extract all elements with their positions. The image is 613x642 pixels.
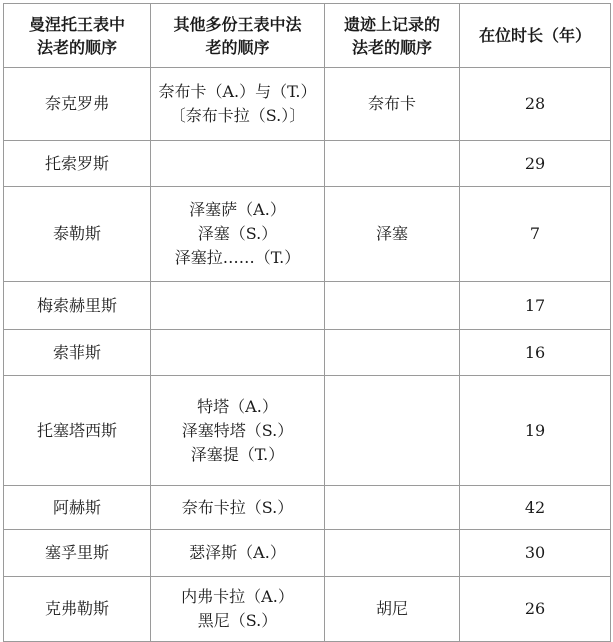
table-row [4, 330, 611, 376]
reign-years-cell: 7 [460, 187, 611, 282]
manetho-pharaoh-cell: 梅索赫里斯 [4, 282, 151, 330]
other-lists-name-line: 泽塞（S.） [197, 224, 278, 243]
monument-pharaoh-cell [325, 376, 460, 486]
other-lists-name-line: 瑟泽斯（A.） [189, 543, 286, 562]
reign-years-cell: 17 [460, 282, 611, 330]
monument-pharaoh-cell [325, 330, 460, 376]
reign-years-cell: 26 [460, 577, 611, 642]
other-lists-name-line: 〔奈布卡拉（S.）〕 [169, 106, 306, 125]
other-lists-cell [151, 68, 325, 141]
reign-years-cell: 16 [460, 330, 611, 376]
other-lists-name-line: 内弗卡拉（A.） [181, 587, 294, 606]
manetho-pharaoh-cell: 托索罗斯 [4, 141, 151, 187]
other-lists-name-line: 奈布卡（A.）与（T.） [158, 82, 317, 101]
reign-years-cell: 29 [460, 141, 611, 187]
monument-order-header [325, 4, 460, 68]
table-row [4, 187, 611, 282]
reign-years-cell: 19 [460, 376, 611, 486]
table-row [4, 68, 611, 141]
table-row [4, 282, 611, 330]
header-text-line: 遗迹上记录的 [343, 14, 440, 34]
other-lists-cell [151, 530, 325, 577]
header-text-line: 法老的顺序 [36, 37, 117, 57]
monument-pharaoh-cell: 奈布卡 [325, 68, 460, 141]
manetho-order-header [4, 4, 151, 68]
manetho-pharaoh-cell: 奈克罗弗 [4, 68, 151, 141]
other-lists-cell [151, 141, 325, 187]
other-lists-name-line: 黑尼（S.） [197, 611, 278, 630]
reign-years-cell: 28 [460, 68, 611, 141]
monument-pharaoh-cell [325, 141, 460, 187]
other-lists-order-header [151, 4, 325, 68]
manetho-pharaoh-cell: 克弗勒斯 [4, 577, 151, 642]
monument-pharaoh-cell: 胡尼 [325, 577, 460, 642]
table-row [4, 376, 611, 486]
monument-pharaoh-cell [325, 282, 460, 330]
other-lists-name-line: 泽塞拉……（T.） [174, 248, 301, 267]
header-row [4, 4, 611, 68]
monument-pharaoh-cell: 泽塞 [325, 187, 460, 282]
other-lists-cell [151, 486, 325, 530]
manetho-pharaoh-cell: 索菲斯 [4, 330, 151, 376]
other-lists-cell [151, 187, 325, 282]
pharaoh-order-table [3, 3, 611, 642]
other-lists-name-line: 泽塞萨（A.） [189, 200, 286, 219]
reign-years-cell: 42 [460, 486, 611, 530]
other-lists-name-line: 奈布卡拉（S.） [181, 497, 294, 517]
header-text-line: 在位时长（年） [478, 26, 591, 45]
manetho-pharaoh-cell: 阿赫斯 [4, 486, 151, 530]
other-lists-name-line: 泽塞提（T.） [190, 444, 285, 464]
table-row [4, 530, 611, 577]
other-lists-cell [151, 282, 325, 330]
monument-pharaoh-cell [325, 486, 460, 530]
header-text-line: 法老的顺序 [351, 37, 432, 57]
table-row [4, 486, 611, 530]
header-text-line: 其他多份王表中法 [173, 14, 302, 34]
reign-length-header [460, 4, 611, 68]
table-row [4, 141, 611, 187]
manetho-pharaoh-cell: 泰勒斯 [4, 187, 151, 282]
manetho-pharaoh-cell: 托塞塔西斯 [4, 376, 151, 486]
monument-pharaoh-cell [325, 530, 460, 577]
other-lists-name-line: 泽塞特塔（S.） [181, 420, 294, 440]
header-text-line: 老的顺序 [205, 37, 270, 57]
reign-years-cell: 30 [460, 530, 611, 577]
other-lists-cell [151, 330, 325, 376]
table-header [4, 4, 611, 68]
header-text-line: 曼涅托王表中 [28, 14, 125, 34]
manetho-pharaoh-cell: 塞孚里斯 [4, 530, 151, 577]
other-lists-name-line: 特塔（A.） [197, 396, 278, 416]
other-lists-cell [151, 376, 325, 486]
table-body [4, 68, 611, 642]
